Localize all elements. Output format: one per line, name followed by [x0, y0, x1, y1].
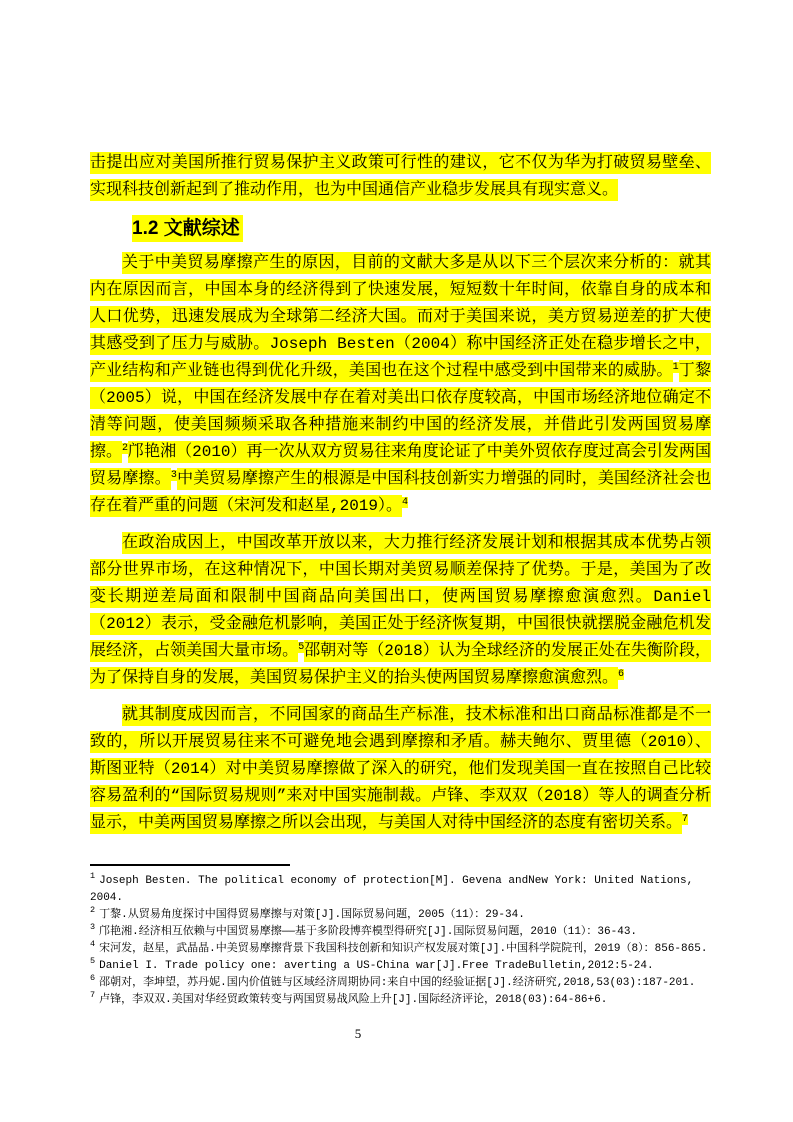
footnote-ref-6: 6 — [618, 668, 625, 680]
footnote-text: 邵朝对，李坤望，苏丹妮.国内价值链与区域经济周期协同:来自中国的经验证据[J].经济研究,2018,53(03):187-201. — [99, 977, 696, 989]
footnote-text: 丁黎.从贸易角度探讨中国得贸易摩擦与对策[J].国际贸易问题，2005（11）：29-34. — [99, 909, 525, 921]
footnote-marker: 4 — [90, 939, 96, 950]
footnote-ref-3: 3 — [170, 469, 177, 481]
highlighted-text: 邵朝对等（2018）认为全球经济的发展正处在失衡阶段，为了保持自身的发展，美国贸易保护主义的抬头使两国贸易摩擦愈演愈烈。 — [90, 642, 711, 687]
footnote-text: 宋河发，赵星，武晶晶.中美贸易摩擦背景下我国科技创新和知识产权发展对策[J].中国科学院院刊，2019（8）：856-865. — [99, 943, 708, 955]
highlighted-text: 丁黎（2005）说，中国在经济发展中存在着对美出口依存度较高，中国市场经济地位确定不清等问题，使美国频频采取各种措施来制约中国的经济发展，并借此引发两国贸易摩擦。 — [90, 362, 711, 461]
footnote-ref-7: 7 — [682, 813, 689, 825]
footnote-marker: 7 — [90, 990, 96, 1001]
highlighted-text: 关于中美贸易摩擦产生的原因，目前的文献大多是从以下三个层次来分析的：就其内在原因而言，中国本身的经济得到了快速发展，短短数十年时间，依靠自身的成本和人口优势，迅速发展成为全球第二经济大国。而对于美国来说，美方贸易逆差的扩大使其感受到了压力与威胁。Joseph Besten（2004）称中国经济正处在稳步增长之中，产业结构和产业链也得到优化升级，美国也在这个过程中感受到中国带来的威胁。 — [90, 254, 711, 380]
footnote-text: Joseph Besten. The political economy of protection[M]. Gevena andNew York: United Nations, 2004. — [90, 875, 694, 904]
footnote-2 — [90, 907, 712, 924]
footnote-ref-4: 4 — [402, 496, 409, 508]
paragraph-continuation — [90, 150, 711, 204]
footnote-ref-2: 2 — [122, 442, 129, 454]
section-heading — [132, 214, 711, 244]
footnote-ref-1: 1 — [672, 361, 679, 373]
footnote-marker: 3 — [90, 922, 96, 933]
footnote-6 — [90, 975, 712, 992]
footnote-ref-5: 5 — [298, 641, 305, 653]
highlighted-text: 邝艳湘（2010）再一次从双方贸易往来角度论证了中美外贸依存度过高会引发两国贸易摩擦。 — [90, 443, 711, 488]
footnote-text: 邝艳湘.经济相互依赖与中国贸易摩擦——基于多阶段博弈模型得研究[J].国际贸易问题，2010（11）：36-43. — [99, 926, 638, 938]
footnote-text: 卢锋，李双双.美国对华经贸政策转变与两国贸易战风险上升[J].国际经济评论，2018(03):64-86+6. — [99, 994, 608, 1006]
highlighted-text: 就其制度成因而言，不同国家的商品生产标准，技术标准和出口商品标准都是不一致的，所以开展贸易往来不可避免地会遇到摩擦和矛盾。赫夫鲍尔、贾里德（2010）、斯图亚特（2014）对中美贸易摩擦做了深入的研究，他们发现美国一直在按照自己比较容易盈利的“国际贸易规则”来对中国实施制裁。卢锋、李双双（2018）等人的调查分析显示，中美两国贸易摩擦之所以会出现，与美国人对待中国经济的态度有密切关系。 — [90, 706, 711, 832]
footnote-list — [90, 873, 712, 1009]
footnote-1 — [90, 873, 712, 907]
footnote-7 — [90, 992, 712, 1009]
footnote-marker: 6 — [90, 973, 96, 984]
highlighted-text: 在政治成因上，中国改革开放以来，大力推行经济发展计划和根据其成本优势占领部分世界市场，在这种情况下，中国长期对美贸易顺差保持了优势。于是，美国为了改变长期逆差局面和限制中国商品向美国出口，使两国贸易摩擦愈演愈烈。Daniel（2012）表示，受金融危机影响，美国正处于经济恢复期，中国很快就摆脱金融危机发展经济，占领美国大量市场。 — [90, 534, 711, 660]
footnote-separator-line — [90, 864, 290, 866]
footnote-marker: 5 — [90, 956, 96, 967]
highlighted-heading-text: 1.2 文献综述 — [132, 215, 243, 242]
highlighted-text: 中美贸易摩擦产生的根源是中国科技创新实力增强的同时，美国经济社会也存在着严重的问题（宋河发和赵星,2019）。 — [90, 470, 711, 515]
footnotes-section — [90, 864, 712, 1009]
footnote-5 — [90, 958, 712, 975]
body-text — [90, 150, 711, 847]
footnote-3 — [90, 924, 712, 941]
footnote-marker: 2 — [90, 905, 96, 916]
body-paragraphs — [90, 250, 711, 837]
page-number: 5 — [354, 1026, 362, 1041]
paragraph-internal-causes — [90, 250, 711, 520]
highlighted-text: 击提出应对美国所推行贸易保护主义政策可行性的建议，它不仅为华为打破贸易壁垒、实现科技创新起到了推动作用，也为中国通信产业稳步发展具有现实意义。 — [90, 154, 711, 199]
footnote-text: Daniel I. Trade policy one: averting a US-China war[J].Free TradeBulletin,2012:5-24. — [99, 960, 654, 972]
paragraph-political-causes — [90, 530, 711, 692]
footnote-4 — [90, 941, 712, 958]
paragraph-institutional-causes — [90, 702, 711, 837]
footnote-marker: 1 — [90, 871, 96, 882]
